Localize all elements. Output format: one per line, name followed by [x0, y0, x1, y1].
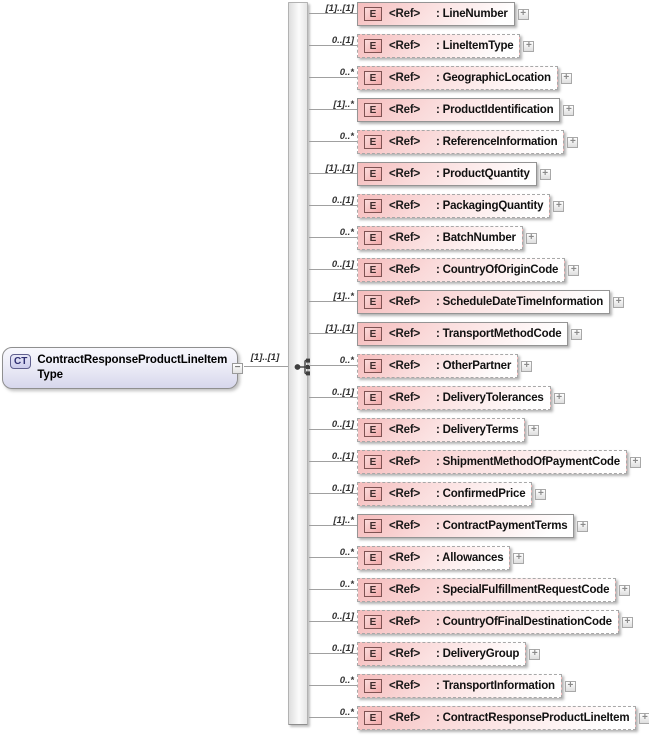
- element-row: [309, 96, 649, 124]
- cardinality-label: 0..*: [339, 579, 354, 590]
- element-row: [309, 224, 649, 252]
- element-badge: E: [364, 71, 382, 85]
- element-ref-label: <Ref>: [389, 72, 420, 84]
- element-name: : BatchNumber: [435, 232, 516, 244]
- cardinality-label: [1]..[1]: [325, 163, 354, 174]
- expand-button[interactable]: +: [529, 649, 540, 660]
- expand-button[interactable]: +: [619, 585, 630, 596]
- element-name: : DeliveryTerms: [435, 424, 519, 436]
- cardinality-label: 0..*: [339, 227, 354, 238]
- element-badge: E: [364, 327, 382, 341]
- element-node[interactable]: [357, 482, 532, 506]
- cardinality-label: 0..[1]: [331, 483, 354, 494]
- element-ref-label: <Ref>: [389, 456, 420, 468]
- element-badge: E: [364, 167, 382, 181]
- expand-button[interactable]: +: [639, 713, 649, 724]
- element-node[interactable]: [357, 418, 525, 442]
- element-ref-label: <Ref>: [389, 328, 420, 340]
- element-node[interactable]: [357, 130, 564, 154]
- element-node[interactable]: [357, 450, 627, 474]
- element-row: [309, 0, 649, 28]
- element-row: [309, 320, 649, 348]
- element-badge: E: [364, 391, 382, 405]
- cardinality-label: 0..*: [339, 707, 354, 718]
- element-ref-label: <Ref>: [389, 200, 420, 212]
- element-node[interactable]: [357, 514, 574, 538]
- complextype-badge: CT: [10, 354, 31, 369]
- element-ref-label: <Ref>: [389, 104, 420, 116]
- element-badge: E: [364, 135, 382, 149]
- element-node[interactable]: [357, 162, 537, 186]
- expand-button[interactable]: +: [553, 201, 564, 212]
- element-name: : ProductQuantity: [435, 168, 530, 180]
- element-badge: E: [364, 263, 382, 277]
- element-badge: E: [364, 487, 382, 501]
- element-row: [309, 448, 649, 476]
- element-ref-label: <Ref>: [389, 360, 420, 372]
- complextype-name: ContractResponseProductLineItemType: [37, 354, 228, 381]
- element-name: : LineNumber: [435, 8, 508, 20]
- root-connector-line: [244, 366, 288, 367]
- expand-button[interactable]: +: [518, 9, 529, 20]
- element-node[interactable]: [357, 322, 568, 346]
- expand-button[interactable]: +: [568, 265, 579, 276]
- element-ref-label: <Ref>: [389, 488, 420, 500]
- element-ref-label: <Ref>: [389, 552, 420, 564]
- element-badge: E: [364, 423, 382, 437]
- cardinality-label: 0..[1]: [331, 195, 354, 206]
- expand-button[interactable]: +: [563, 105, 574, 116]
- element-badge: E: [364, 679, 382, 693]
- element-row: [309, 608, 649, 636]
- element-name: : TransportInformation: [435, 680, 555, 692]
- element-row: [309, 480, 649, 508]
- element-badge: E: [364, 615, 382, 629]
- element-badge: E: [364, 455, 382, 469]
- cardinality-label: 0..[1]: [331, 259, 354, 270]
- complextype-node[interactable]: [2, 347, 241, 389]
- element-node[interactable]: [357, 610, 619, 634]
- element-badge: E: [364, 295, 382, 309]
- element-row: [309, 512, 649, 540]
- element-name: : CountryOfFinalDestinationCode: [435, 616, 612, 628]
- element-badge: E: [364, 551, 382, 565]
- element-name: : ContractPaymentTerms: [435, 520, 568, 532]
- element-badge: E: [364, 39, 382, 53]
- element-node[interactable]: [357, 2, 515, 26]
- element-ref-label: <Ref>: [389, 264, 420, 276]
- element-badge: E: [364, 231, 382, 245]
- element-node[interactable]: [357, 34, 520, 58]
- element-row: [309, 32, 649, 60]
- element-name: : ContractResponseProductLineItem: [435, 712, 630, 724]
- element-node[interactable]: [357, 578, 616, 602]
- cardinality-label: [1]..*: [333, 291, 354, 302]
- element-row: [309, 64, 649, 92]
- element-ref-label: <Ref>: [389, 648, 420, 660]
- cardinality-label: 0..[1]: [331, 35, 354, 46]
- cardinality-label: 0..*: [339, 675, 354, 686]
- expand-button[interactable]: +: [540, 169, 551, 180]
- element-node[interactable]: [357, 194, 550, 218]
- element-node[interactable]: [357, 386, 551, 410]
- element-name: : TransportMethodCode: [435, 328, 562, 340]
- element-node[interactable]: [357, 66, 558, 90]
- element-ref-label: <Ref>: [389, 8, 420, 20]
- element-node[interactable]: [357, 642, 526, 666]
- cardinality-label: [1]..[1]: [325, 3, 354, 14]
- expand-button[interactable]: +: [571, 329, 582, 340]
- element-badge: E: [364, 519, 382, 533]
- element-name: : PackagingQuantity: [435, 200, 544, 212]
- element-row: [309, 352, 649, 380]
- element-node[interactable]: [357, 546, 510, 570]
- element-row: [309, 704, 649, 732]
- element-name: : CountryOfOriginCode: [435, 264, 559, 276]
- element-row: [309, 544, 649, 572]
- element-ref-label: <Ref>: [389, 392, 420, 404]
- cardinality-label: 0..[1]: [331, 387, 354, 398]
- element-row: [309, 256, 649, 284]
- element-ref-label: <Ref>: [389, 616, 420, 628]
- cardinality-label: 0..*: [339, 67, 354, 78]
- element-name: : Allowances: [435, 552, 504, 564]
- expand-button[interactable]: +: [630, 457, 641, 468]
- element-badge: E: [364, 647, 382, 661]
- element-ref-label: <Ref>: [389, 232, 420, 244]
- element-row: [309, 384, 649, 412]
- expand-button[interactable]: +: [535, 489, 546, 500]
- element-node[interactable]: [357, 226, 523, 250]
- element-badge: E: [364, 103, 382, 117]
- expand-button[interactable]: +: [577, 521, 588, 532]
- cardinality-label: [1]..*: [333, 515, 354, 526]
- expand-button[interactable]: +: [526, 233, 537, 244]
- element-row: [309, 416, 649, 444]
- element-rows: [309, 0, 649, 737]
- element-node[interactable]: [357, 354, 518, 378]
- element-ref-label: <Ref>: [389, 168, 420, 180]
- element-node[interactable]: [357, 290, 610, 314]
- element-badge: E: [364, 711, 382, 725]
- element-node[interactable]: [357, 706, 636, 730]
- expand-button[interactable]: +: [528, 425, 539, 436]
- cardinality-label: 0..[1]: [331, 611, 354, 622]
- element-ref-label: <Ref>: [389, 136, 420, 148]
- element-ref-label: <Ref>: [389, 40, 420, 52]
- element-node[interactable]: [357, 258, 565, 282]
- element-name: : ShipmentMethodOfPaymentCode: [435, 456, 620, 468]
- element-name: : ConfirmedPrice: [435, 488, 526, 500]
- root-cardinality-label: [1]..[1]: [250, 352, 280, 363]
- cardinality-label: 0..*: [339, 355, 354, 366]
- element-row: [309, 128, 649, 156]
- cardinality-label: 0..*: [339, 131, 354, 142]
- cardinality-label: 0..*: [339, 547, 354, 558]
- element-ref-label: <Ref>: [389, 296, 420, 308]
- expand-button[interactable]: +: [567, 137, 578, 148]
- element-ref-label: <Ref>: [389, 424, 420, 436]
- element-badge: E: [364, 583, 382, 597]
- element-badge: E: [364, 199, 382, 213]
- expand-button[interactable]: +: [554, 393, 565, 404]
- cardinality-label: 0..[1]: [331, 419, 354, 430]
- element-badge: E: [364, 359, 382, 373]
- element-name: : LineItemType: [435, 40, 514, 52]
- collapse-button[interactable]: −: [232, 363, 243, 374]
- element-name: : DeliveryTolerances: [435, 392, 544, 404]
- element-row: [309, 192, 649, 220]
- expand-button[interactable]: +: [523, 41, 534, 52]
- element-name: : DeliveryGroup: [435, 648, 520, 660]
- element-name: : OtherPartner: [435, 360, 512, 372]
- element-row: [309, 640, 649, 668]
- element-name: : GeographicLocation: [435, 72, 551, 84]
- element-node[interactable]: [357, 674, 562, 698]
- cardinality-label: [1]..*: [333, 99, 354, 110]
- element-ref-label: <Ref>: [389, 712, 420, 724]
- element-node[interactable]: [357, 98, 560, 122]
- expand-button[interactable]: +: [521, 361, 532, 372]
- element-ref-label: <Ref>: [389, 680, 420, 692]
- expand-button[interactable]: +: [613, 297, 624, 308]
- expand-button[interactable]: +: [561, 73, 572, 84]
- cardinality-label: 0..[1]: [331, 451, 354, 462]
- element-name: : ProductIdentification: [435, 104, 554, 116]
- expand-button[interactable]: +: [622, 617, 633, 628]
- element-row: [309, 160, 649, 188]
- element-ref-label: <Ref>: [389, 520, 420, 532]
- element-row: [309, 288, 649, 316]
- element-row: [309, 672, 649, 700]
- element-name: : ScheduleDateTimeInformation: [435, 296, 604, 308]
- element-badge: E: [364, 7, 382, 21]
- element-name: : SpecialFulfillmentRequestCode: [435, 584, 610, 596]
- cardinality-label: [1]..[1]: [325, 323, 354, 334]
- cardinality-label: 0..[1]: [331, 643, 354, 654]
- element-row: [309, 576, 649, 604]
- element-ref-label: <Ref>: [389, 584, 420, 596]
- expand-button[interactable]: +: [513, 553, 524, 564]
- expand-button[interactable]: +: [565, 681, 576, 692]
- element-name: : ReferenceInformation: [435, 136, 558, 148]
